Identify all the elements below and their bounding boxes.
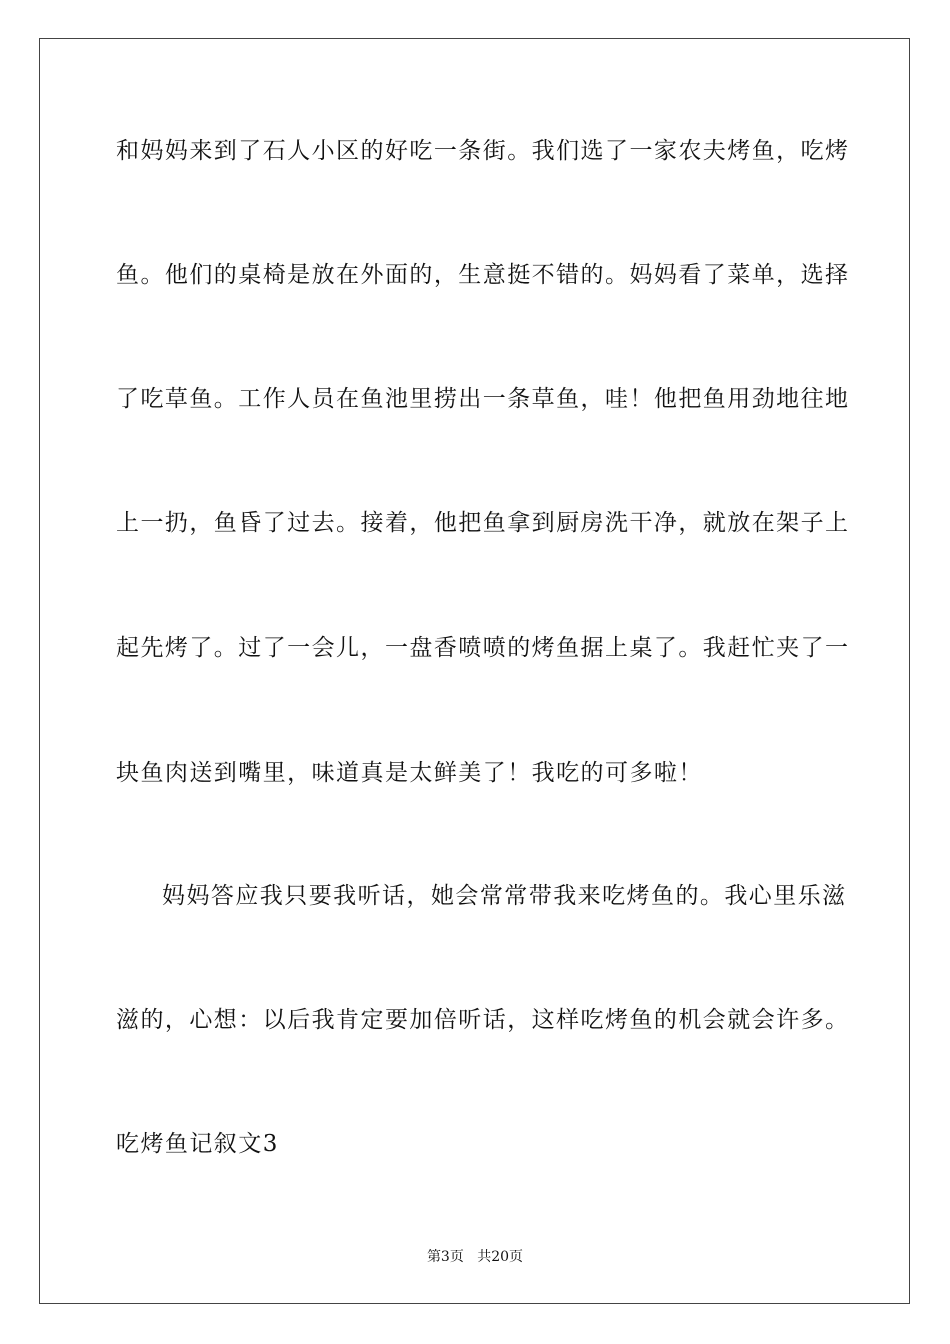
page-border — [39, 38, 910, 1304]
page-total: 共20页 — [477, 1249, 524, 1265]
section-heading: 吃烤鱼记叙文3 — [116, 1131, 279, 1157]
paragraph-line: 块鱼肉送到嘴里，味道真是太鲜美了！我吃的可多啦！ — [116, 760, 703, 786]
paragraph-line: 起先烤了。过了一会儿，一盘香喷喷的烤鱼据上桌了。我赶忙夹了一 — [116, 635, 850, 661]
paragraph-line: 鱼。他们的桌椅是放在外面的，生意挺不错的。妈妈看了菜单，选择 — [116, 262, 850, 288]
paragraph-line: 上一扔，鱼昏了过去。接着，他把鱼拿到厨房洗干净，就放在架子上 — [116, 510, 850, 536]
paragraph-line: 和妈妈来到了石人小区的好吃一条街。我们选了一家农夫烤鱼，吃烤 — [116, 138, 850, 164]
paragraph-line: 了吃草鱼。工作人员在鱼池里捞出一条草鱼，哇！他把鱼用劲地往地 — [116, 386, 850, 412]
footer-spacer — [464, 1249, 477, 1265]
page-footer — [0, 1248, 950, 1266]
paragraph-line: 滋的，心想：以后我肯定要加倍听话，这样吃烤鱼的机会就会许多。 — [116, 1007, 850, 1033]
page-number: 第3页 — [426, 1249, 464, 1265]
paragraph-line: 妈妈答应我只要我听话，她会常常带我来吃烤鱼的。我心里乐滋 — [162, 883, 847, 909]
